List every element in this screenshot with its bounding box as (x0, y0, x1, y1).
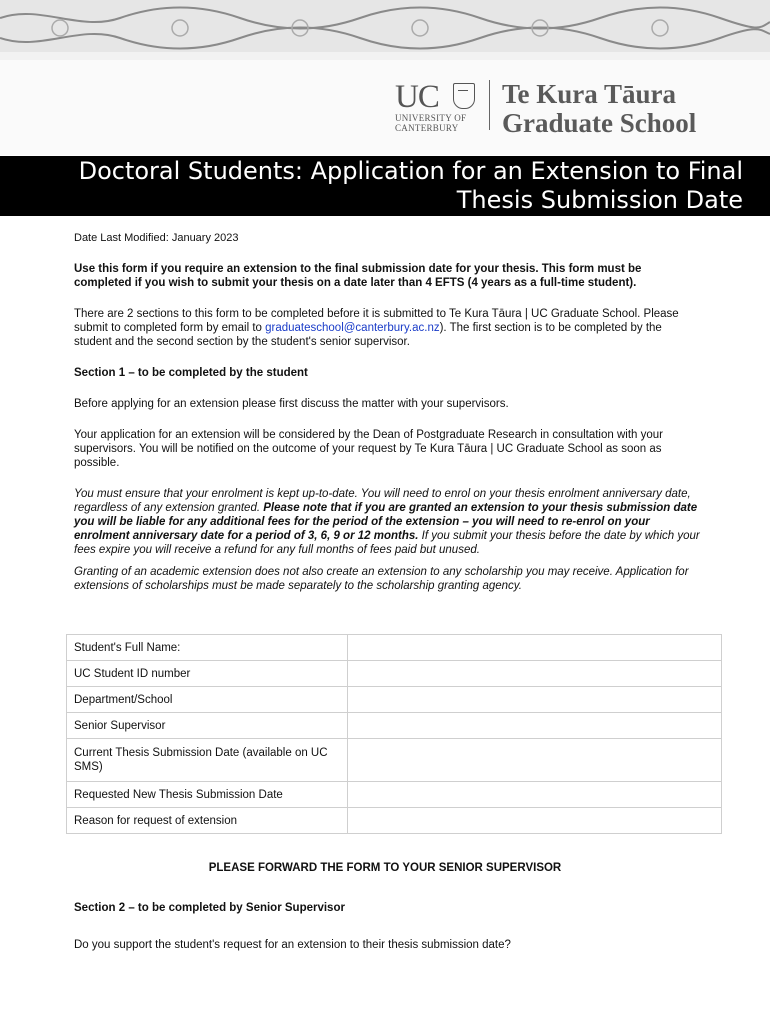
section1-para1: Before applying for an extension please first discuss the matter with your supervisors. (74, 398, 509, 410)
form-field-input[interactable] (348, 661, 722, 687)
document-body (74, 231, 702, 593)
form-field-input[interactable] (348, 635, 722, 661)
form-field-label: UC Student ID number (67, 661, 348, 687)
form-field-label: Reason for request of extension (67, 808, 348, 834)
uc-subtitle (395, 113, 466, 133)
sections-paragraph (74, 307, 702, 349)
school-name-line1: Te Kura Tāura (502, 79, 677, 109)
uc-subtitle-line1: UNIVERSITY OF (395, 113, 467, 123)
student-details-table (66, 634, 722, 834)
usage-notice: Use this form if you require an extension to the final submission date for your thesis. This form must be completed if you wish to submit your thesis on a date later than 4 EFTS (4 years as a full-time student). (74, 263, 642, 289)
form-field-input[interactable] (348, 739, 722, 782)
form-field-label: Current Thesis Submission Date (available on UC SMS) (67, 739, 348, 782)
form-field-input[interactable] (348, 687, 722, 713)
form-field-label: Department/School (67, 687, 348, 713)
form-row (67, 782, 722, 808)
enrolment-notice (74, 487, 702, 557)
form-row (67, 713, 722, 739)
page-title-line1: Doctoral Students: Application for an Extension to Final (78, 157, 743, 185)
form-field-input[interactable] (348, 782, 722, 808)
date-modified: Date Last Modified: January 2023 (74, 232, 239, 244)
ornamental-pattern (0, 0, 770, 60)
uc-letters: UC (395, 79, 439, 115)
form-row (67, 661, 722, 687)
form-field-label: Student's Full Name: (67, 635, 348, 661)
form-field-label: Senior Supervisor (67, 713, 348, 739)
form-field-label: Requested New Thesis Submission Date (67, 782, 348, 808)
form-field-input[interactable] (348, 713, 722, 739)
form-row (67, 635, 722, 661)
sections-text-after: ). The first section is to be completed by the student and the second section by the student's senior supervisor. (74, 322, 662, 348)
page-title (3, 157, 743, 215)
crest-icon (453, 83, 475, 109)
section2-heading: Section 2 – to be completed by Senior Supervisor (74, 902, 345, 914)
section2-question: Do you support the student's request for an extension to their thesis submission date? (74, 939, 511, 951)
form-row (67, 808, 722, 834)
sections-text-before: There are 2 sections to this form to be completed before it is submitted to Te Kura Tāura | UC Graduate School. Please submit to completed form by email to (74, 308, 679, 334)
logo-divider (489, 80, 490, 130)
title-band (0, 156, 770, 216)
form-row (67, 739, 722, 782)
forward-instruction: PLEASE FORWARD THE FORM TO YOUR SENIOR SUPERVISOR (208, 862, 562, 874)
form-row (67, 687, 722, 713)
enrolment-fees-warning: Please note that if you are granted an extension to your thesis submission date you will be liable for any additional fees for the period of the extension – you will need to re-enrol on your enrolment anniversary date for a period of 3, 6, 9 or 12 months. (74, 502, 698, 542)
uc-logo (395, 80, 696, 136)
form-field-input[interactable] (348, 808, 722, 834)
school-name (502, 80, 696, 138)
graduate-school-email-link[interactable]: graduateschool@canterbury.ac.nz (265, 322, 440, 334)
enrolment-notice-part1: You must ensure that your enrolment is kept up-to-date. You will need to enrol on your thesis enrolment anniversary date, regardless of any extension granted. (74, 488, 691, 514)
enrolment-notice-part2: If you submit your thesis before the date by which your fees expire you will receive a refund for any full months of fees paid but unused. (74, 530, 700, 556)
section1-para2: Your application for an extension will be considered by the Dean of Postgraduate Research in consultation with your supervisors. You will be notified on the outcome of your request by Te Kura Tāura | UC Graduate School as soon as possible. (74, 429, 663, 469)
school-name-line2: Graduate School (502, 108, 697, 138)
uc-subtitle-line2: CANTERBURY (395, 123, 459, 133)
page-title-line2: Thesis Submission Date (456, 186, 743, 214)
section1-heading: Section 1 – to be completed by the student (74, 367, 308, 379)
uc-mark (395, 80, 477, 136)
scholarship-notice: Granting of an academic extension does not also create an extension to any scholarship you may receive. Application for extensions of scholarships must be made separately to the scholarship granting agency. (74, 566, 689, 592)
decorative-banner (0, 0, 770, 60)
